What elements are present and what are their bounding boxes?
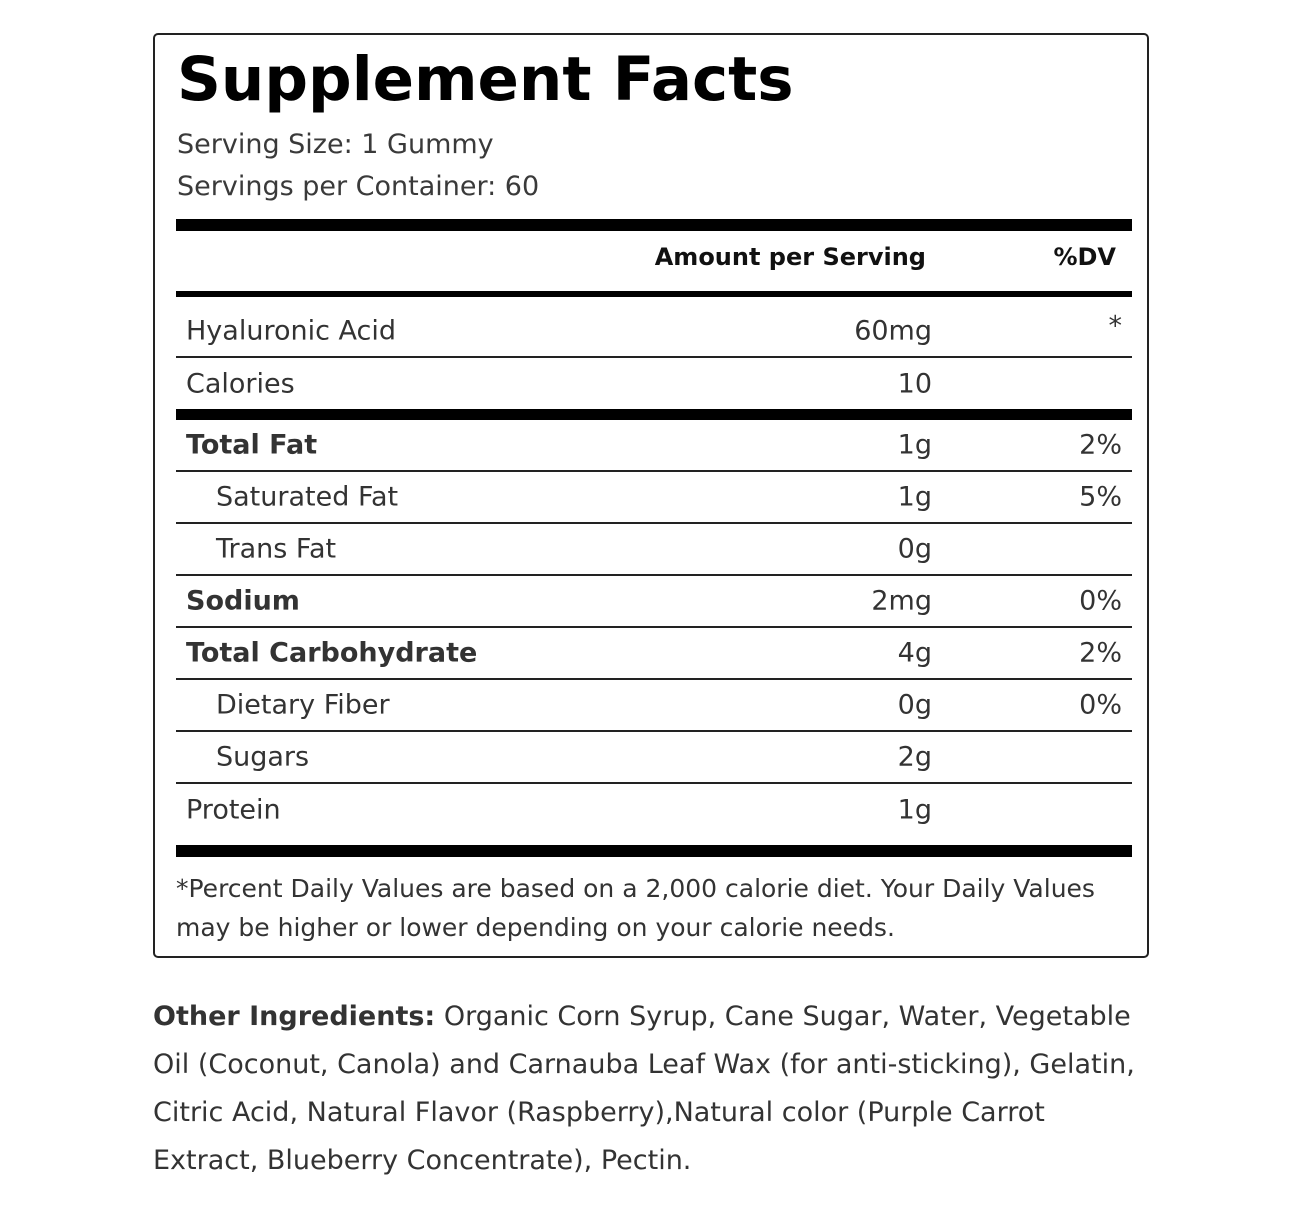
nutrient-dv: 2% xyxy=(1079,637,1122,669)
nutrient-name: Dietary Fiber xyxy=(216,689,390,721)
nutrient-name: Calories xyxy=(186,368,295,400)
serving-size: Serving Size: 1 Gummy xyxy=(177,129,494,160)
table-row xyxy=(176,732,1132,784)
daily-value-footnote: *Percent Daily Values are based on a 2,000 calorie diet. Your Daily Values may be higher or lower depending on your calorie needs. xyxy=(176,874,1095,942)
header-divider xyxy=(176,291,1132,297)
nutrient-name: Protein xyxy=(186,794,281,826)
table-row xyxy=(176,680,1132,732)
thick-divider-top xyxy=(176,219,1132,231)
column-header-dv: %DV xyxy=(1053,243,1116,271)
nutrient-name: Sodium xyxy=(186,585,300,617)
ingredients-label: Other Ingredients: xyxy=(153,1001,436,1032)
other-ingredients xyxy=(153,993,1153,1185)
nutrient-dv: * xyxy=(1108,310,1122,342)
nutrient-dv: 0% xyxy=(1079,585,1122,617)
nutrient-amount: 2mg xyxy=(871,585,932,617)
nutrient-name: Total Fat xyxy=(186,429,318,461)
thick-divider-bottom xyxy=(176,845,1132,857)
nutrient-dv: 0% xyxy=(1079,689,1122,721)
table-row xyxy=(176,420,1132,472)
nutrient-amount: 60mg xyxy=(854,315,932,347)
thick-divider-middle xyxy=(176,409,1132,420)
nutrient-amount: 1g xyxy=(897,794,932,826)
supplement-facts-panel xyxy=(153,33,1149,958)
nutrient-amount: 0g xyxy=(897,533,932,565)
nutrient-amount: 1g xyxy=(897,429,932,461)
ingredients-text: Organic Corn Syrup, Cane Sugar, Water, Vegetable Oil (Coconut, Canola) and Carnauba Leaf Wax (for anti-sticking), Gelatin, Citric Acid, Natural Flavor (Raspberry),Natural color (Purple Carrot Extract, Blueberry Concentrate), Pectin. xyxy=(153,1001,1135,1176)
nutrient-amount: 10 xyxy=(897,368,932,400)
table-row xyxy=(176,784,1132,836)
column-header-amount: Amount per Serving xyxy=(654,243,926,271)
nutrient-name: Hyaluronic Acid xyxy=(186,315,396,347)
nutrient-name: Trans Fat xyxy=(216,533,337,565)
panel-title: Supplement Facts xyxy=(177,44,794,115)
table-row xyxy=(176,306,1132,358)
table-row xyxy=(176,472,1132,524)
servings-per-container: Servings per Container: 60 xyxy=(177,171,540,202)
nutrient-amount: 2g xyxy=(897,741,932,773)
nutrient-amount: 4g xyxy=(897,637,932,669)
table-row xyxy=(176,358,1132,410)
table-row xyxy=(176,628,1132,680)
nutrient-dv: 2% xyxy=(1079,429,1122,461)
nutrient-amount: 0g xyxy=(897,689,932,721)
nutrient-name: Sugars xyxy=(216,741,310,773)
nutrient-name: Total Carbohydrate xyxy=(186,637,478,669)
table-row xyxy=(176,524,1132,576)
nutrient-dv: 5% xyxy=(1079,481,1122,513)
nutrient-amount: 1g xyxy=(897,481,932,513)
table-row xyxy=(176,576,1132,628)
nutrient-name: Saturated Fat xyxy=(216,481,399,513)
